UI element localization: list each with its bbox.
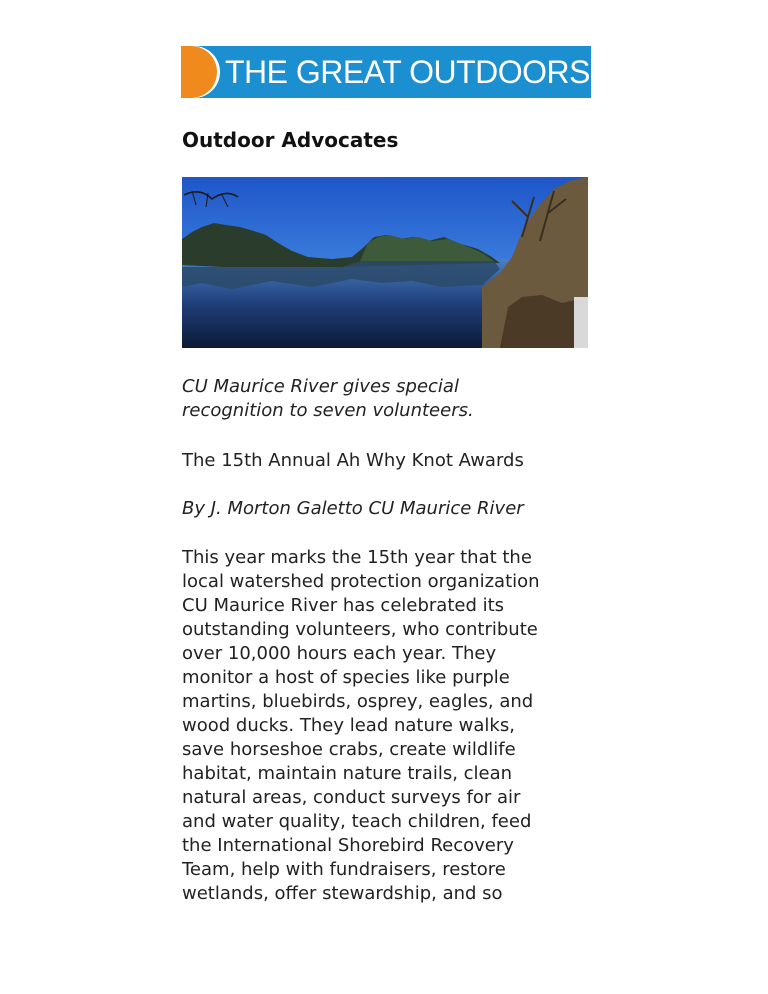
subtitle-line: recognition to seven volunteers. bbox=[182, 400, 474, 421]
section-banner bbox=[181, 46, 591, 98]
body-line: CU Maurice River has celebrated its bbox=[182, 595, 505, 616]
body-line: This year marks the 15th year that the bbox=[182, 547, 532, 568]
body-line: save horseshoe crabs, create wildlife bbox=[182, 739, 516, 760]
body-line: habitat, maintain nature trails, clean bbox=[182, 763, 513, 784]
article-body bbox=[182, 546, 540, 906]
subtitle-line: CU Maurice River gives special bbox=[182, 376, 459, 397]
body-line: monitor a host of species like purple bbox=[182, 667, 510, 688]
article-headline: The 15th Annual Ah Why Knot Awards bbox=[182, 450, 524, 471]
article-subtitle bbox=[182, 375, 474, 423]
body-line: martins, bluebirds, osprey, eagles, and bbox=[182, 691, 534, 712]
section-title: Outdoor Advocates bbox=[182, 128, 399, 152]
body-line: and water quality, teach children, feed bbox=[182, 811, 532, 832]
body-line: natural areas, conduct surveys for air bbox=[182, 787, 521, 808]
body-line: wetlands, offer stewardship, and so bbox=[182, 883, 503, 904]
banner-accent-tab bbox=[181, 46, 217, 98]
body-line: wood ducks. They lead nature walks, bbox=[182, 715, 515, 736]
body-line: local watershed protection organization bbox=[182, 571, 540, 592]
body-line: outstanding volunteers, who contribute bbox=[182, 619, 538, 640]
lake-photo bbox=[182, 177, 588, 348]
body-line: over 10,000 hours each year. They bbox=[182, 643, 497, 664]
article-byline: By J. Morton Galetto CU Maurice River bbox=[182, 498, 524, 519]
body-line: Team, help with fundraisers, restore bbox=[182, 859, 506, 880]
body-line: the International Shorebird Recovery bbox=[182, 835, 514, 856]
banner-title: THE GREAT OUTDOORS bbox=[225, 54, 590, 90]
